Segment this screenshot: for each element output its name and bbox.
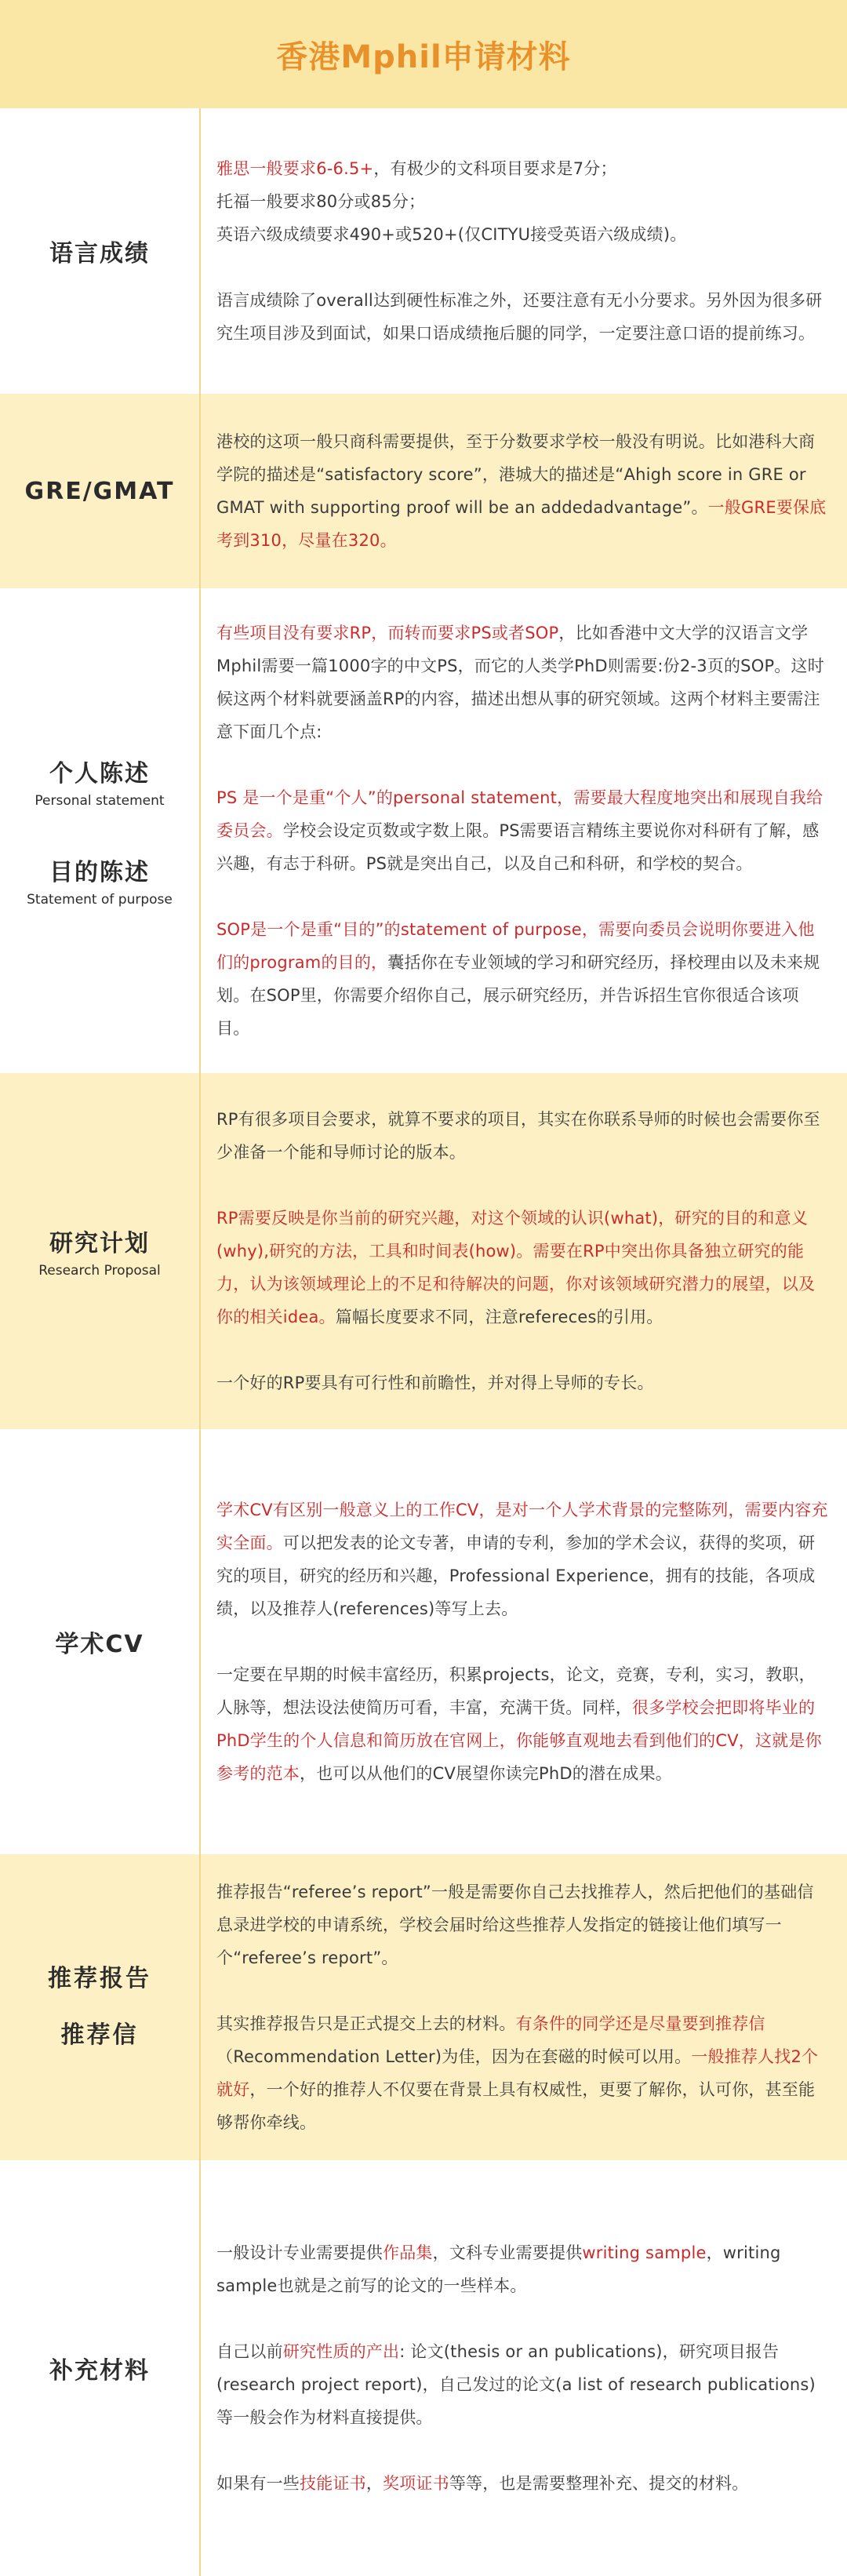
text-run: 篇幅长度要求不同，注意refereces的引用。	[335, 1308, 663, 1326]
row-research-proposal	[0, 1073, 847, 1429]
highlighted-text: 研究性质的产出	[282, 2342, 400, 2361]
row-supplementary	[0, 2160, 847, 2576]
text-run: 等等，也是需要整理补充、提交的材料。	[449, 2474, 749, 2493]
row-content	[201, 394, 847, 588]
label-statement-of-purpose-en: Statement of purpose	[27, 892, 173, 908]
text-run: ，一个好的推荐人不仅要在背景上具有权威性，更要了解你，认可你，甚至能够帮你牵线。	[216, 2080, 816, 2132]
highlighted-text: 雅思一般要求6-6.5+	[216, 159, 374, 178]
paragraph	[216, 2335, 828, 2434]
highlighted-text: writing sample	[582, 2243, 707, 2262]
text-run: RP有很多项目会要求，就算不要求的项目，其实在你联系导师的时候也会需要你至少准备一个能和导师讨论的版本。	[216, 1110, 820, 1162]
row-content	[201, 1854, 847, 2160]
paragraph	[216, 425, 828, 557]
paragraph	[216, 2007, 828, 2139]
paragraph	[216, 1658, 828, 1790]
text-run: ，writing sample也就是之前写的论文的一些样本。	[216, 2243, 781, 2295]
text-run: 港校的这项一般只商科需要提供，至于分数要求学校一般没有明说。比如港科大商学院的描述是“satisfactory score”，港城大的描述是“Ahigh score in GRE or GMAT with supporting proof will be an addedadvantage”。	[216, 432, 816, 517]
row-label	[0, 108, 199, 394]
paragraph	[216, 1202, 828, 1333]
text-run: 推荐报告“referee’s report”一般是需要你自己去找推荐人，然后把他们的基础信息录进学校的申请系统，学校会届时给这些推荐人发指定的链接让他们填写一个“referee’s report”。	[216, 1883, 814, 1967]
label-personal-statement-en: Personal statement	[35, 793, 165, 809]
highlighted-text: 很多学校会把即将毕业的PhD学生的个人信息和简历放在官网上，你能够直观地去看到他们的CV，这就是你参考的范本	[216, 1698, 822, 1783]
paragraph	[216, 617, 828, 748]
text-run: 如果有一些	[216, 2474, 300, 2493]
label-gre-gmat: GRE/GMAT	[24, 477, 175, 505]
paragraph	[216, 152, 828, 251]
label-statement-of-purpose: 目的陈述	[49, 859, 150, 886]
page-header	[0, 0, 847, 108]
row-label	[0, 2160, 199, 2576]
text-run: ，	[365, 2474, 384, 2493]
text-run: 托福一般要求80分或85分；	[216, 192, 426, 211]
text-run: 自己以前	[216, 2342, 283, 2361]
paragraph	[216, 1103, 828, 1169]
row-label	[0, 1429, 199, 1854]
paragraph	[216, 1366, 828, 1399]
paragraph	[216, 284, 828, 350]
label-academic-cv: 学术CV	[55, 1631, 144, 1658]
row-content	[201, 1073, 847, 1429]
label-referee-report: 推荐报告	[48, 1965, 151, 1992]
label-language: 语言成绩	[49, 240, 150, 267]
label-recommendation-letter: 推荐信	[60, 2021, 139, 2049]
label-personal-statement: 个人陈述	[49, 760, 150, 788]
highlighted-text: SOP是一个是重“目的”的statement of purpose，需要向委员会说明你要进入他们的program的目的，	[216, 920, 815, 972]
paragraph	[216, 2467, 828, 2500]
row-content	[201, 2160, 847, 2576]
text-run: 一定要在早期的时候丰富经历，积累projects，论文，竞赛，专利，实习，教职，人脉等，想法设法使简历可看，丰富，充满干货。同样，	[216, 1665, 816, 1717]
text-run: 其实推荐报告只是正式提交上去的材料。	[216, 2014, 516, 2033]
highlighted-text: 有条件的同学还是尽量要到推荐信	[515, 2014, 765, 2033]
label-research-proposal: 研究计划	[49, 1230, 150, 1257]
highlighted-text: RP需要反映是你当前的研究兴趣，对这个领域的认识(what)，研究的目的和意义(why),研究的方法，工具和时间表(how)。需要在RP中突出你具备独立研究的能力，认为该领域理论上的不足和待解决的问题，你对该领域研究潜力的展望，以及你的相关idea。	[216, 1209, 816, 1326]
row-label	[0, 1073, 199, 1429]
highlighted-text: 学术CV有区别一般意义上的工作CV，是对一个人学术背景的完整陈列，需要内容充实全面。	[216, 1501, 828, 1552]
requirements-table	[0, 108, 847, 2576]
text-run: ，文科专业需要提供	[432, 2243, 583, 2262]
paragraph	[216, 781, 828, 880]
row-gre-gmat	[0, 394, 847, 588]
highlighted-text: 技能证书	[300, 2474, 366, 2493]
text-run: 一个好的RP要具有可行性和前瞻性，并对得上导师的专长。	[216, 1374, 654, 1392]
row-content	[201, 588, 847, 1073]
highlighted-text: PS 是一个是重“个人”的personal statement，需要最大程度地突出和展现自我给委员会。	[216, 788, 823, 840]
text-run: 英语六级成绩要求490+或520+(仅CITYU接受英语六级成绩)。	[216, 225, 687, 244]
highlighted-text: 一般推荐人找2个就好	[216, 2047, 819, 2099]
row-content	[201, 1429, 847, 1854]
text-run: 囊括你在专业领域的学习和研究经历，择校理由以及未来规划。在SOP里，你需要介绍你自己，展示研究经历，并告诉招生官你很适合该项目。	[216, 953, 820, 1038]
text-run: ，有极少的文科项目要求是7分；	[373, 159, 617, 178]
row-label	[0, 588, 199, 1073]
text-run: ，也可以从他们的CV展望你读完PhD的潜在成果。	[300, 1764, 672, 1783]
highlighted-text: 作品集	[383, 2243, 433, 2262]
paragraph	[216, 1494, 828, 1625]
row-recommendation	[0, 1854, 847, 2160]
text-run: （Recommendation Letter)为佳，因为在套磁的时候可以用。	[216, 2047, 692, 2066]
row-label	[0, 394, 199, 588]
text-run: 学校会设定页数或字数上限。PS需要语言精练主要说你对科研有了解，感兴趣，有志于科研。PS就是突出自己，以及自己和科研，和学校的契合。	[216, 821, 820, 873]
paragraph	[216, 2236, 828, 2302]
text-run: 语言成绩除了overall达到硬性标准之外，还要注意有无小分要求。另外因为很多研究生项目涉及到面试，如果口语成绩拖后腿的同学，一定要注意口语的提前练习。	[216, 291, 823, 343]
page-title: 香港Mphil申请材料	[276, 38, 571, 75]
row-ps-sop	[0, 588, 847, 1073]
row-content	[201, 108, 847, 394]
highlighted-text: 有些项目没有要求RP，而转而要求PS或者SOP	[216, 624, 559, 642]
paragraph	[216, 1876, 828, 1974]
highlighted-text: 奖项证书	[383, 2474, 449, 2493]
text-run: 一般设计专业需要提供	[216, 2243, 383, 2262]
row-language	[0, 108, 847, 394]
paragraph	[216, 913, 828, 1045]
highlighted-text: 一般GRE要保底考到310，尽量在320。	[216, 498, 827, 550]
row-label	[0, 1854, 199, 2160]
label-research-proposal-en: Research Proposal	[38, 1263, 161, 1279]
text-run: ，比如香港中文大学的汉语言文学Mphil需要一篇1000字的中文PS，而它的人类学PhD则需要:份2-3页的SOP。这时候这两个材料就要涵盖RP的内容，描述出想从事的研究领域。这两个材料主要需注意下面几个点:	[216, 624, 824, 741]
text-run: : 论文(thesis or an publications)，研究项目报告(research project report)，自己发过的论文(a list of research publications) 等一般会作为材料直接提供。	[216, 2342, 816, 2427]
label-supplementary: 补充材料	[49, 2357, 150, 2385]
text-run: 可以把发表的论文专著，申请的专利，参加的学术会议，获得的奖项，研究的项目，研究的经历和兴趣，Professional Experience，拥有的技能，各项成绩，以及推荐人(references)等写上去。	[216, 1534, 816, 1618]
row-academic-cv	[0, 1429, 847, 1854]
